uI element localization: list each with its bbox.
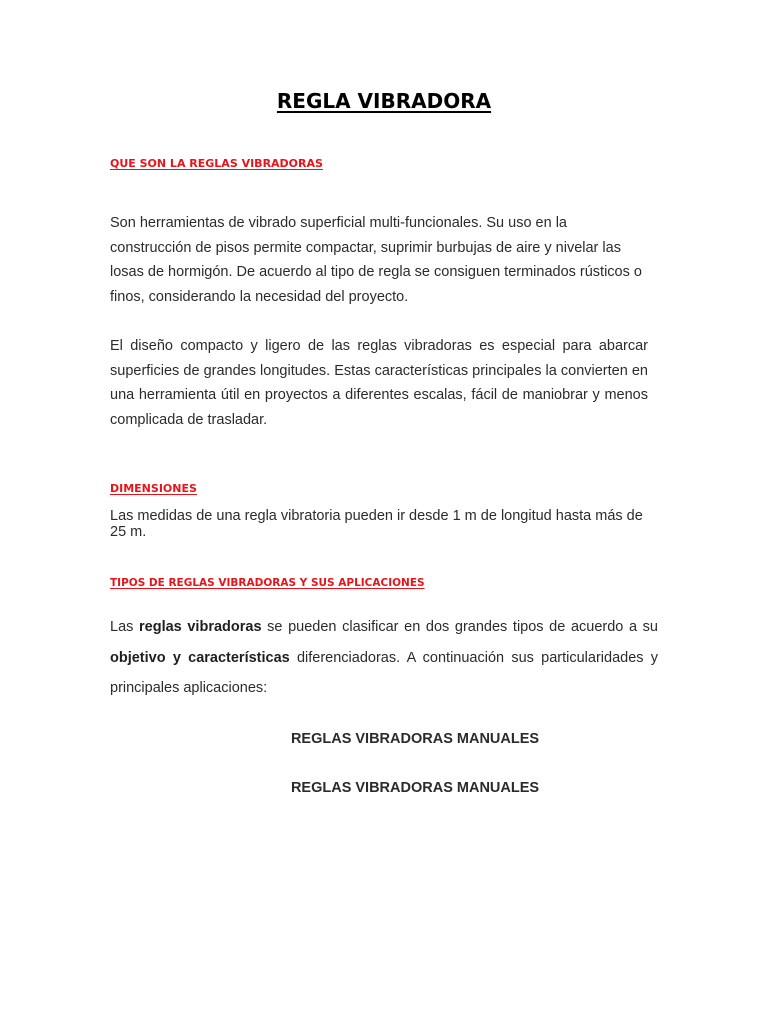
section-heading-dimensiones: DIMENSIONES bbox=[110, 482, 197, 495]
paragraph-types-text-1: Las bbox=[110, 619, 140, 635]
paragraph-design: El diseño compacto y ligero de las reglas vibradoras es especial para abarcar superficies de grandes longitudes. Estas características principales la convierten en una herramienta útil en proyectos a diferentes escalas, fácil de maniobrar y menos complicada de trasladar. bbox=[110, 338, 648, 429]
section-heading-tipos: TIPOS DE REGLAS VIBRADORAS Y SUS APLICACIONES bbox=[110, 577, 425, 589]
subtitle-manuales-2-text: REGLAS VIBRADORAS MANUALES bbox=[290, 780, 540, 796]
paragraph-types bbox=[110, 612, 658, 704]
page-title bbox=[0, 86, 768, 116]
section-heading-que-son: QUE SON LA REGLAS VIBRADORAS bbox=[110, 157, 323, 170]
paragraph-types-text-3: diferenciadoras. A continuación sus particularidades y principales aplicaciones: bbox=[110, 649, 658, 696]
paragraph-dimensions: Las medidas de una regla vibratoria pueden ir desde 1 m de longitud hasta más de 25 m. bbox=[110, 508, 643, 540]
subtitle-manuales-1 bbox=[0, 729, 768, 749]
subtitle-manuales-2 bbox=[0, 778, 768, 798]
paragraph-definition: Son herramientas de vibrado superficial multi-funcionales. Su uso en la construcción de pisos permite compactar, suprimir burbujas de aire y nivelar las losas de hormigón. De acuerdo al tipo de regla se consiguen terminados rústicos o finos, considerando la necesidad del proyecto. bbox=[110, 215, 642, 306]
subtitle-manuales-1-text: REGLAS VIBRADORAS MANUALES bbox=[290, 731, 540, 747]
paragraph-types-text-2: se pueden clasificar en dos grandes tipos de acuerdo a su bbox=[261, 619, 658, 635]
paragraph-types-bold-2: objetivo y características bbox=[110, 649, 290, 666]
paragraph-types-bold-1: reglas vibradoras bbox=[139, 619, 262, 635]
page-title-text: REGLA VIBRADORA bbox=[276, 89, 492, 113]
